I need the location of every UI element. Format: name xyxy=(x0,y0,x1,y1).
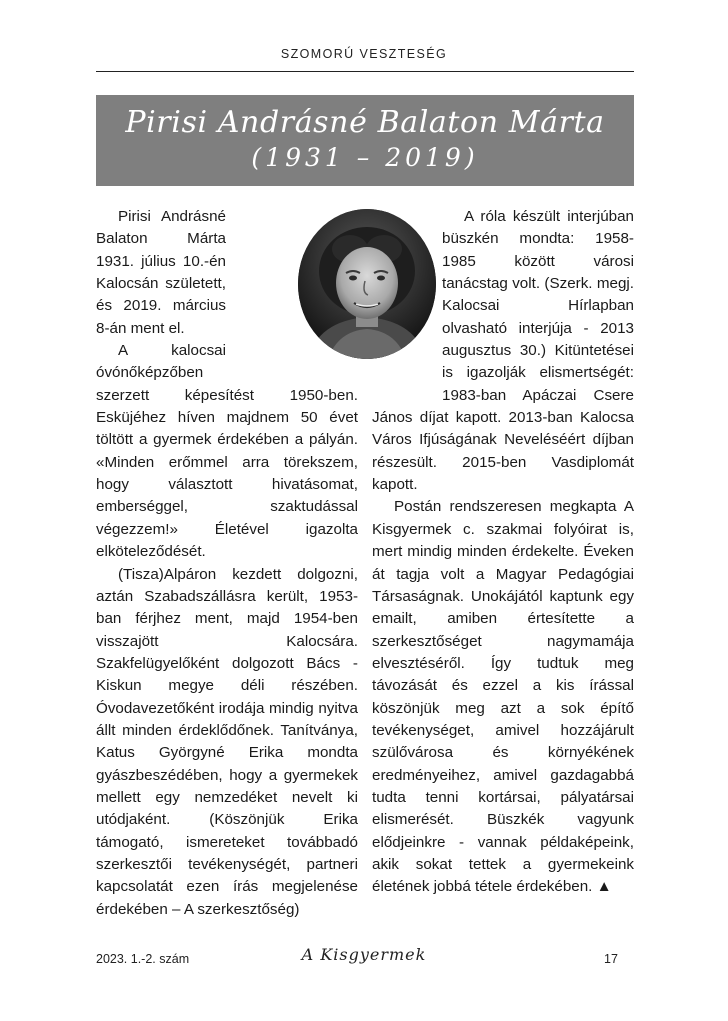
title-banner xyxy=(96,95,634,186)
section-label: SZOMORÚ VESZTESÉG xyxy=(280,47,448,61)
portrait-illustration xyxy=(298,209,436,359)
portrait-photo xyxy=(298,209,436,359)
obituary-years: (1931 – 2019) xyxy=(251,143,479,172)
obituary-name: Pirisi Andrásné Balaton Márta xyxy=(125,105,605,140)
issue-number: 2023. 1.-2. szám xyxy=(96,952,190,966)
article-paragraph: Pirisi Andrásné Balaton Márta 1931. július 10.-én Kalocsán született, és 2019. március 8-án ment el. xyxy=(96,208,226,337)
article-paragraph: (Tisza)Alpáron kezdett dolgozni, aztán Szabadszállásra került, 1953-ban férjhez ment, majd 1954-ben visszajött Kalocsára. Szakfelügyelőként dolgozott Bács - Kiskun megye déli részében. Óvodavezetőként irodája mindig nyitva állt minden érdeklődőnek. Tanítványa, Katus Györgyné Erika mondta gyászbeszédében, hogy a gyermekek mellett egy nemzedéket nevelt ki utódjaként. (Köszönjük Erika támogató, ismereteket továbbadó szerkesztői tevékenységét, partneri kapcsolatát ezen írás megjelenése érdekében – A szerkesztőség) xyxy=(96,565,358,918)
article-paragraph: Postán rendszeresen megkapta A Kisgyermek c. szakmai folyóirat is, mert mindig minden érdekelte. Éveken át tagja volt a Magyar Pedagógiai Társaságnak. Unokájától kaptunk egy emailt, amiben értesítette a szerkesztőséget nagymamája elvesztéséről. Így tudtuk meg távozását és ezzel a kis írással köszönjük meg azt a sok építő tevékenységet, amivel hozzájárult szülővárosa és környékének eredményeihez, amivel gazdagabbá tudta tenni kortársai, pályatársai elismerését. Büszkék vagyunk elődjeinkre - vannak példaképeink, akik sokat tettek a gyermekeink életének jobbá tétele érdekében. ▲ xyxy=(372,498,634,896)
article-paragraph: A róla készült interjúban büszkén mondta: 1958-1985 között városi tanácstag volt. (Szerk. megj. Kalocsai Hírlapban olvasható interjúja - 2013 augusztus 30.) Kitüntetései is igazolják elismertségét: 1983-ban Apáczai Csere János díjat kapott. 2013-ban Kalocsa Város Ifjúságának Neveléséért díjban részesült. 2015-ben Vasdiplomát kapott. xyxy=(372,208,634,494)
page-number: 17 xyxy=(604,952,618,966)
header-rule xyxy=(96,71,634,72)
article-paragraph: A kalocsai óvónőképzőben szerzett képesítést 1950-ben. Esküjéhez híven majdnem 50 évet töltött a gyermek érdekében a pályán. «Minden erőmmel arra törekszem, hogy választott hivatásomat, emberséggel, szaktudással végezzem!» Életével igazolta elköteleződését. xyxy=(96,342,358,561)
magazine-title: A Kisgyermek xyxy=(301,945,427,964)
